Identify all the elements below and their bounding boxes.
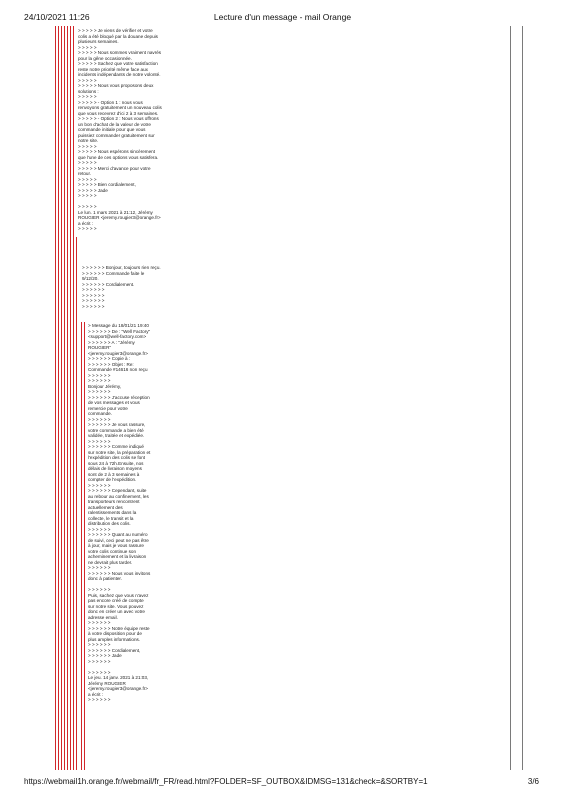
quoted-line: notre site. (78, 138, 99, 143)
quoted-line: > > > > > > A : "Jérémy (88, 339, 135, 345)
quoted-line: > > > > > > (88, 389, 111, 394)
quoted-line: ROUGIER <jeremy.rougier3@orange.fr> (78, 215, 161, 220)
quoted-line: > > > > > Nous sommes vraiment navrés (78, 50, 162, 55)
quoted-line: plusieurs semaines. (78, 39, 119, 44)
quoted-line: délais de livraison moyens (88, 466, 142, 471)
quoted-block-level2 (82, 265, 161, 309)
quoted-line: > > > > > > Jade (88, 653, 122, 658)
quoted-line: adresse email. (88, 614, 118, 620)
quoted-line: pour la gêne occasionnée. (78, 55, 132, 61)
quoted-line: un bon d'achat de la valeur de votre (78, 121, 151, 127)
page-url: https://webmail1h.orange.fr/webmail/fr_FR/read.html?FOLDER=SF_OUTBOX&IDMSG=131&check=&SORTBY=1 (24, 777, 428, 786)
page-edge-line-1 (510, 26, 511, 770)
quoted-line: > > > > > > Notre équipe reste (88, 625, 150, 631)
quoted-line: reste notre priorité même face aux (78, 66, 148, 72)
quoted-block-level1 (78, 28, 162, 232)
quoted-line: Le jeu. 14 janv. 2021 à 21:03, (88, 675, 149, 680)
quoted-line: Le lun. 1 mars 2021 à 21:12, Jérémy (78, 209, 153, 215)
page-number: 3/6 (527, 777, 539, 786)
quoted-line: > > > > > > Cordialement, (88, 647, 141, 653)
quoted-line: puissiez commander gratuitement sur (78, 132, 155, 138)
quoted-line: commande initiale pour que vous (78, 127, 146, 132)
quoted-line: donc en créer un avec votre (88, 609, 145, 614)
quoted-line: > > > > > > (82, 287, 105, 292)
quote-bar-9 (81, 322, 82, 770)
quoted-line: > > > > > > Cependant, suite (88, 488, 147, 493)
quoted-line: actuellement des (88, 504, 123, 510)
quoted-line: > > > > > > Nous vous invitons (88, 570, 151, 576)
quote-bar-2 (58, 26, 59, 770)
quoted-line: renvoyons gratuitement un nouveau colis (78, 105, 162, 110)
quoted-line: que l'une de ces options vous satisfera. (78, 154, 159, 160)
quoted-line: plus amples informations. (88, 636, 141, 642)
quote-bar-4 (64, 26, 65, 770)
quote-bar-6 (70, 26, 71, 770)
quoted-line: sur notre site. Vous pouvez (88, 603, 144, 609)
quoted-line: > > > > > Nous vous proposons deux (78, 83, 154, 88)
quoted-line: > > > > > > Comme indiqué (88, 444, 144, 449)
quoted-line: > > > > > > Bonjour, toujours rien reçu. (82, 265, 161, 270)
quoted-line: > > > > > > De : "Well Factory" (88, 328, 151, 334)
quoted-line: pas encore créé de compte (88, 598, 144, 603)
quoted-line: distribution des colis. (88, 521, 131, 526)
quoted-line: > > > > > > (82, 292, 105, 298)
quoted-line: donc à patienter. (88, 576, 122, 581)
quoted-line: <jeremy.rougier3@orange.fr> (88, 686, 148, 691)
quoted-line: > > > > > Bien cordialement, (78, 182, 136, 187)
quoted-line: > > > > > > Commande faite le (82, 270, 145, 276)
quoted-line: > > > > > > (88, 372, 111, 378)
quoted-line: > > > > > > (88, 669, 111, 675)
quote-bar-5 (67, 26, 68, 770)
quoted-line: ROUGIER" (88, 345, 112, 350)
quoted-line: ne devrait plus tarder. (88, 559, 133, 565)
quoted-line: > > > > > > (88, 526, 111, 532)
quote-bar-8 (76, 237, 77, 770)
quoted-line: votre commande a bien été (88, 427, 144, 433)
quoted-line: > > > > > > (88, 438, 111, 444)
quoted-line: > > > > > > (88, 565, 111, 570)
quoted-line: > > > > > (78, 176, 97, 182)
quoted-line: > > > > > Sachez que votre satisfaction (78, 61, 158, 66)
quoted-line: au rebour au confinement, les (88, 493, 149, 499)
quoted-line: > > > > > Nous espérons sincèrement (78, 149, 155, 154)
quoted-line: > > > > > > (82, 298, 105, 303)
quoted-line: > > > > > > (88, 658, 111, 664)
quoted-line: > > > > > Jade (78, 187, 108, 193)
quoted-line: de suivi, ceci peut ne pas être (88, 537, 149, 543)
quoted-line: collecte, le transit et la (88, 515, 134, 521)
quote-bar-1 (55, 26, 56, 770)
quoted-line: retour. (78, 171, 92, 176)
quoted-line: > > > > > - Option 1 : nous vous (78, 99, 143, 105)
quoted-line: Jérémy ROUGIER (88, 680, 126, 686)
quoted-line: > > > > > (78, 94, 97, 99)
quoted-line: > > > > > (78, 44, 97, 50)
quoted-line: > > > > > Merci d'avance pour votre (78, 165, 151, 171)
quoted-line: <support@well-factory.com> (88, 334, 147, 339)
quoted-line: sont de 2 à 3 semaines à (88, 471, 140, 477)
quoted-line: acheminement et la livraison (88, 554, 147, 559)
quoted-line: > > > > > > (88, 697, 111, 702)
page-edge-line-2 (522, 26, 523, 770)
quoted-line: > > > > > > J'accuse réception (88, 394, 150, 400)
quoted-line: remercie pour votre (88, 405, 128, 411)
quoted-line: > > > > > > (88, 620, 111, 625)
quoted-line: > > > > > > Copie à : (88, 356, 131, 361)
quoted-line: incidents indépendants de notre volonté. (78, 72, 161, 77)
quoted-line: > > > > > (78, 160, 97, 165)
quoted-line: > > > > > > Objet : Re: (88, 361, 134, 367)
quoted-line: > > > > > (78, 226, 97, 231)
quote-bar-7 (73, 26, 74, 770)
quoted-line: compter de l'expédition. (88, 477, 137, 482)
quoted-line: ralentissements dans la (88, 510, 137, 515)
quoted-line: > > > > > (78, 143, 97, 149)
quoted-line: l'expédition des colis se font (88, 455, 146, 460)
quoted-line: Commande #14616 non reçu (88, 367, 148, 372)
quoted-line: à jour, mais je vous rassure (88, 543, 144, 548)
quoted-line: colis a été bloqué par la douane depuis (78, 33, 158, 39)
quoted-line: Bonjour Jérémy, (88, 383, 122, 389)
quoted-line: > > > > > (78, 204, 97, 209)
quoted-line: > > > > > > Cordialement. (82, 281, 135, 287)
quoted-line: sur notre site, la préparation et (88, 449, 151, 455)
quoted-line: > > > > > > (88, 587, 111, 592)
quoted-line: > > > > > Je viens de vérifier et votre (78, 28, 153, 33)
quoted-line: > > > > > (78, 193, 97, 198)
quoted-line: > > > > > (78, 77, 97, 83)
quote-bar-3 (61, 26, 62, 770)
print-datetime: 24/10/2021 11:26 (24, 12, 90, 22)
quoted-line: > > > > > > (88, 642, 111, 647)
quoted-line: <jeremy.rougier3@orange.fr> (88, 350, 148, 356)
quoted-line: 9/12/20. (82, 276, 99, 281)
quoted-line: > > > > > - Option 2 : Nous vous offrons (78, 116, 159, 121)
quoted-line: > Message du 18/01/21 19:40 (88, 323, 149, 328)
quoted-line: validée, traitée et expédiée. (88, 433, 145, 438)
quoted-line: > > > > > > (88, 416, 111, 422)
quoted-block-level3 (88, 323, 150, 703)
quoted-line: commande. (88, 411, 113, 416)
quoted-line: que vous recevrez d'ici 2 à 3 semaines. (78, 110, 159, 116)
quoted-line: à votre disposition pour de (88, 631, 142, 636)
quoted-line: a écrit : (78, 220, 94, 226)
quoted-line: de vos messages et vous (88, 400, 140, 405)
page-title: Lecture d'un message - mail Orange (213, 12, 352, 22)
quoted-line: transporteurs rencontrent (88, 499, 140, 504)
quoted-line: sous 24 à 72h.Ensuite, nos (88, 460, 144, 466)
quoted-line: > > > > > > (88, 378, 111, 383)
quoted-line: a écrit : (88, 691, 104, 697)
quoted-line: solutions : (78, 88, 99, 94)
quote-bar-10 (84, 322, 85, 770)
quoted-line: > > > > > > (82, 303, 105, 309)
quoted-line: > > > > > > (88, 482, 111, 488)
quoted-line: votre colis continue son (88, 548, 137, 554)
quoted-line: > > > > > > Quant au numéro (88, 532, 148, 537)
quoted-line: Puis, sachez que vous n'avez (88, 592, 149, 598)
quoted-line: > > > > > > Je vous rassure, (88, 422, 146, 427)
